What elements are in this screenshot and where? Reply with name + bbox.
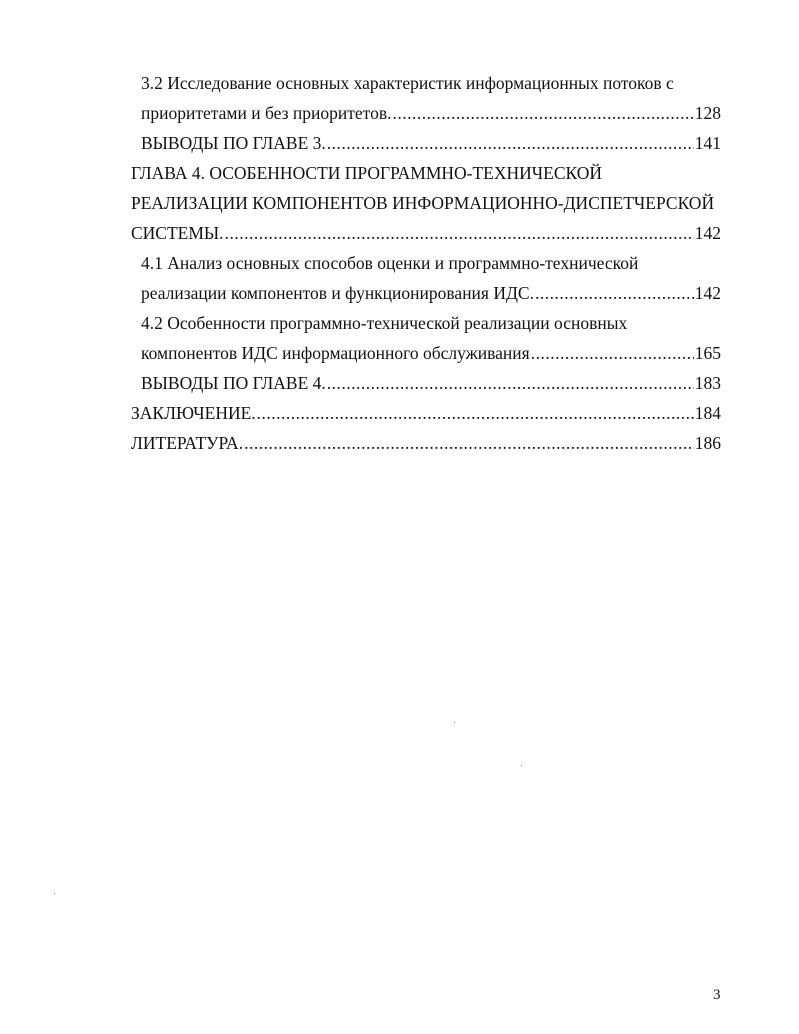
toc-entry-text: ВЫВОДЫ ПО ГЛАВЕ 4. xyxy=(141,373,326,393)
toc-leader xyxy=(141,98,721,128)
scan-speck xyxy=(54,893,55,894)
dot-leader xyxy=(327,128,694,158)
toc-entry-chapter4-line1 xyxy=(131,158,721,188)
toc-entry-4-2-line2[interactable] xyxy=(131,338,721,368)
toc-page-number: 183 xyxy=(694,373,721,393)
toc-entry-text: 4.1 Анализ основных способов оценки и программно-технической xyxy=(141,253,639,273)
dot-leader xyxy=(535,278,694,308)
dot-leader xyxy=(392,98,693,128)
dot-leader xyxy=(257,398,694,428)
toc-entry-text: ВЫВОДЫ ПО ГЛАВЕ 3. xyxy=(141,133,326,153)
toc-leader xyxy=(131,398,721,428)
toc-entry-text: приоритетами и без приоритетов. xyxy=(141,103,392,123)
toc-page-number: 142 xyxy=(694,283,721,303)
toc-leader xyxy=(131,428,721,458)
toc-leader xyxy=(141,368,721,398)
toc-entry-text: ГЛАВА 4. ОСОБЕННОСТИ ПРОГРАММНО-ТЕХНИЧЕСКОЙ xyxy=(131,163,603,183)
toc-page-number: 186 xyxy=(694,433,721,453)
dot-leader xyxy=(225,218,694,248)
toc-page-number: 142 xyxy=(694,223,721,243)
toc-page-number: 128 xyxy=(694,103,721,123)
dot-leader xyxy=(244,428,694,458)
toc-entry-text: ЗАКЛЮЧЕНИЕ. xyxy=(131,403,256,423)
toc-entry-text: ЛИТЕРАТУРА. xyxy=(131,433,244,453)
page-number: 3 xyxy=(713,987,721,1003)
toc-entry-conclusion[interactable] xyxy=(131,398,721,428)
dot-leader xyxy=(327,368,694,398)
toc-entry-text: 3.2 Исследование основных характеристик информационных потоков с xyxy=(141,73,674,93)
toc-entry-text: компонентов ИДС информационного обслуживания xyxy=(141,343,530,363)
toc-entry-literature[interactable] xyxy=(131,428,721,458)
dot-leader xyxy=(531,338,694,368)
toc-entry-text: 4.2 Особенности программно-технической реализации основных xyxy=(141,313,628,333)
scan-speck xyxy=(521,765,522,766)
toc-entry-4-2-line1 xyxy=(131,308,721,338)
toc-entry-chapter4-line2 xyxy=(131,188,721,218)
toc-page-number: 184 xyxy=(694,403,721,423)
table-of-contents xyxy=(131,68,721,458)
scan-speck xyxy=(454,722,455,723)
toc-entry-3-2-line1 xyxy=(131,68,721,98)
toc-page-number: 141 xyxy=(694,133,721,153)
toc-entry-text: РЕАЛИЗАЦИИ КОМПОНЕНТОВ ИНФОРМАЦИОННО-ДИСПЕТЧЕРСКОЙ xyxy=(131,193,715,213)
toc-entry-conclusions-ch3[interactable] xyxy=(131,128,721,158)
toc-leader xyxy=(131,218,721,248)
toc-entry-text: СИСТЕМЫ. xyxy=(131,223,224,243)
toc-leader xyxy=(141,278,721,308)
toc-entry-conclusions-ch4[interactable] xyxy=(131,368,721,398)
toc-entry-4-1-line1 xyxy=(131,248,721,278)
toc-entry-4-1-line2[interactable] xyxy=(131,278,721,308)
toc-leader xyxy=(141,128,721,158)
toc-entry-chapter4-line3[interactable] xyxy=(131,218,721,248)
toc-entry-3-2-line2[interactable] xyxy=(131,98,721,128)
toc-leader xyxy=(141,338,721,368)
toc-entry-text: реализации компонентов и функционирования ИДС. xyxy=(141,283,534,303)
toc-page-number: 165 xyxy=(694,343,721,363)
